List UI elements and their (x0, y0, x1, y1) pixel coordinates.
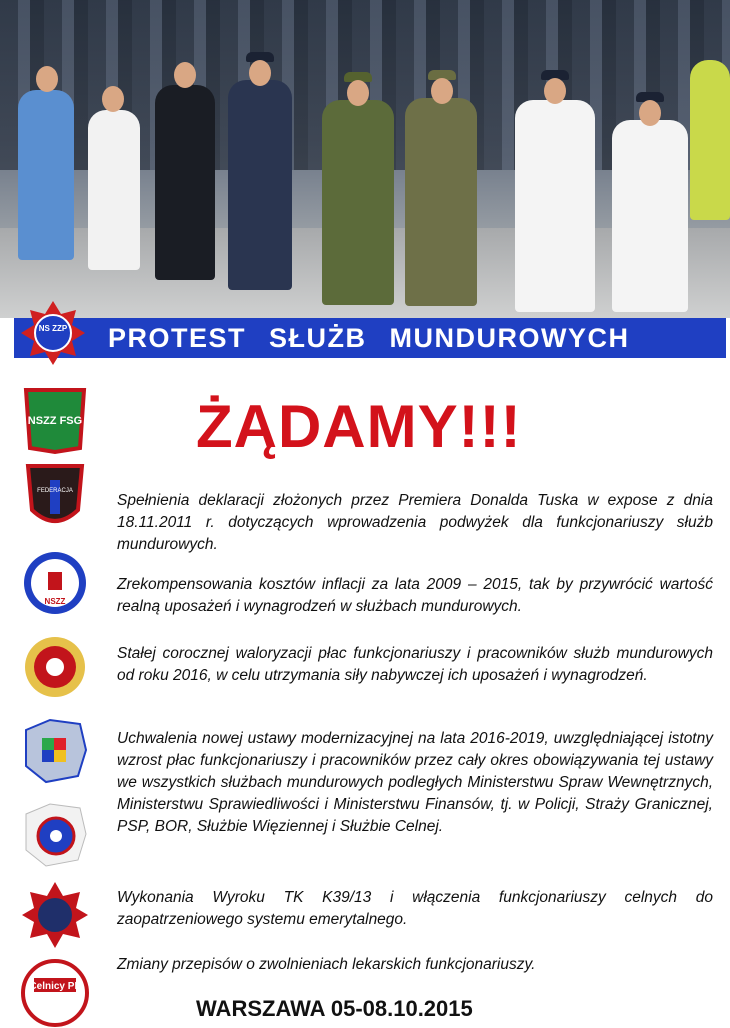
person-figure (88, 110, 140, 270)
nszz-circle-logo-icon (20, 548, 90, 618)
customs-emblem-poland-map-logo-icon (20, 800, 90, 870)
celnicy-pl-logo-icon (20, 958, 90, 1028)
demands-heading: ŻĄDAMY!!! (196, 393, 522, 460)
person-figure (515, 100, 595, 312)
nszz-circle-logo-text: NSZZ (44, 597, 66, 606)
demand-item-1: Spełnienia deklaracji złożonych przez Premiera Donalda Tuska w expose z dnia 18.11.2011 r. dotyczących wprowadzenia podwyżek dla funkcjonariuszy służb mundurowych. (117, 492, 713, 553)
person-figure (690, 60, 730, 220)
person-head (347, 80, 369, 106)
fsg-logo-text: NSZZ FSG (27, 415, 83, 427)
demand-item-3: Stałej corocznej waloryzacji płac funkcjonariuszy i pracowników służb mundurowych od roku 2016, w celu utrzymania siły nabywczej ich uposażeń i wynagrodzeń. (117, 645, 713, 684)
demand-item-4: Uchwalenia nowej ustawy modernizacyjnej na lata 2016-2019, uwzględniającej istotny wzrost płac funkcjonariuszy i pracowników przez cały okres obowiązywania tej ustawy we wszystkich służbach mundurowych podległych Ministerstwu Spraw Wewnętrznych, Ministerstwu Sprawiedliwości i Ministerstwu Finansów, tj. w Policji, Straży Granicznej, PSP, BOR, Służbie Więziennej i Służbie Celnej. (117, 730, 713, 835)
person-figure (155, 85, 215, 280)
demand-item-2: Zrekompensowania kosztów inflacji za lata 2009 – 2015, tak by przywrócić wartość realną uposażeń i wynagrodzeń w służbach mundurowych. (117, 576, 713, 615)
person-head (102, 86, 124, 112)
demand-item-5: Wykonania Wyroku TK K39/13 i włączenia funkcjonariuszy celnych do zaopatrzeniowego systemu emerytalnego. (117, 889, 713, 928)
person-head (431, 78, 453, 104)
person-head (174, 62, 196, 88)
prison-service-poland-map-logo-icon (20, 716, 90, 786)
banner-title: PROTEST SŁUŻB MUNDUROWYCH (108, 322, 630, 353)
nszzp-star-logo-icon (20, 300, 86, 366)
person-figure (405, 98, 477, 306)
person-figure (18, 90, 74, 260)
person-head (639, 100, 661, 126)
person-figure (612, 120, 688, 312)
demand-item-6: Zmiany przepisów o zwolnieniach lekarskich funkcjonariuszy. (117, 956, 536, 973)
protest-photo (0, 0, 730, 318)
person-figure (322, 100, 394, 305)
nszzp-logo-text-1: NS ZZP (38, 324, 68, 333)
nszz-fsg-shield-logo-icon (20, 386, 90, 456)
event-date-location: WARSZAWA 05-08.10.2015 (196, 996, 473, 1021)
federacja-shield-logo-icon (20, 462, 90, 532)
protest-banner (14, 318, 726, 358)
person-head (36, 66, 58, 92)
person-head (249, 60, 271, 86)
celnicy-logo-text: Celnicy PL (29, 981, 81, 992)
federacja-logo-text: FEDERACJA (37, 488, 73, 494)
star-emblem-logo-icon (20, 880, 90, 950)
person-head (544, 78, 566, 104)
person-figure (228, 80, 292, 290)
fire-service-emblem-logo-icon (20, 632, 90, 702)
